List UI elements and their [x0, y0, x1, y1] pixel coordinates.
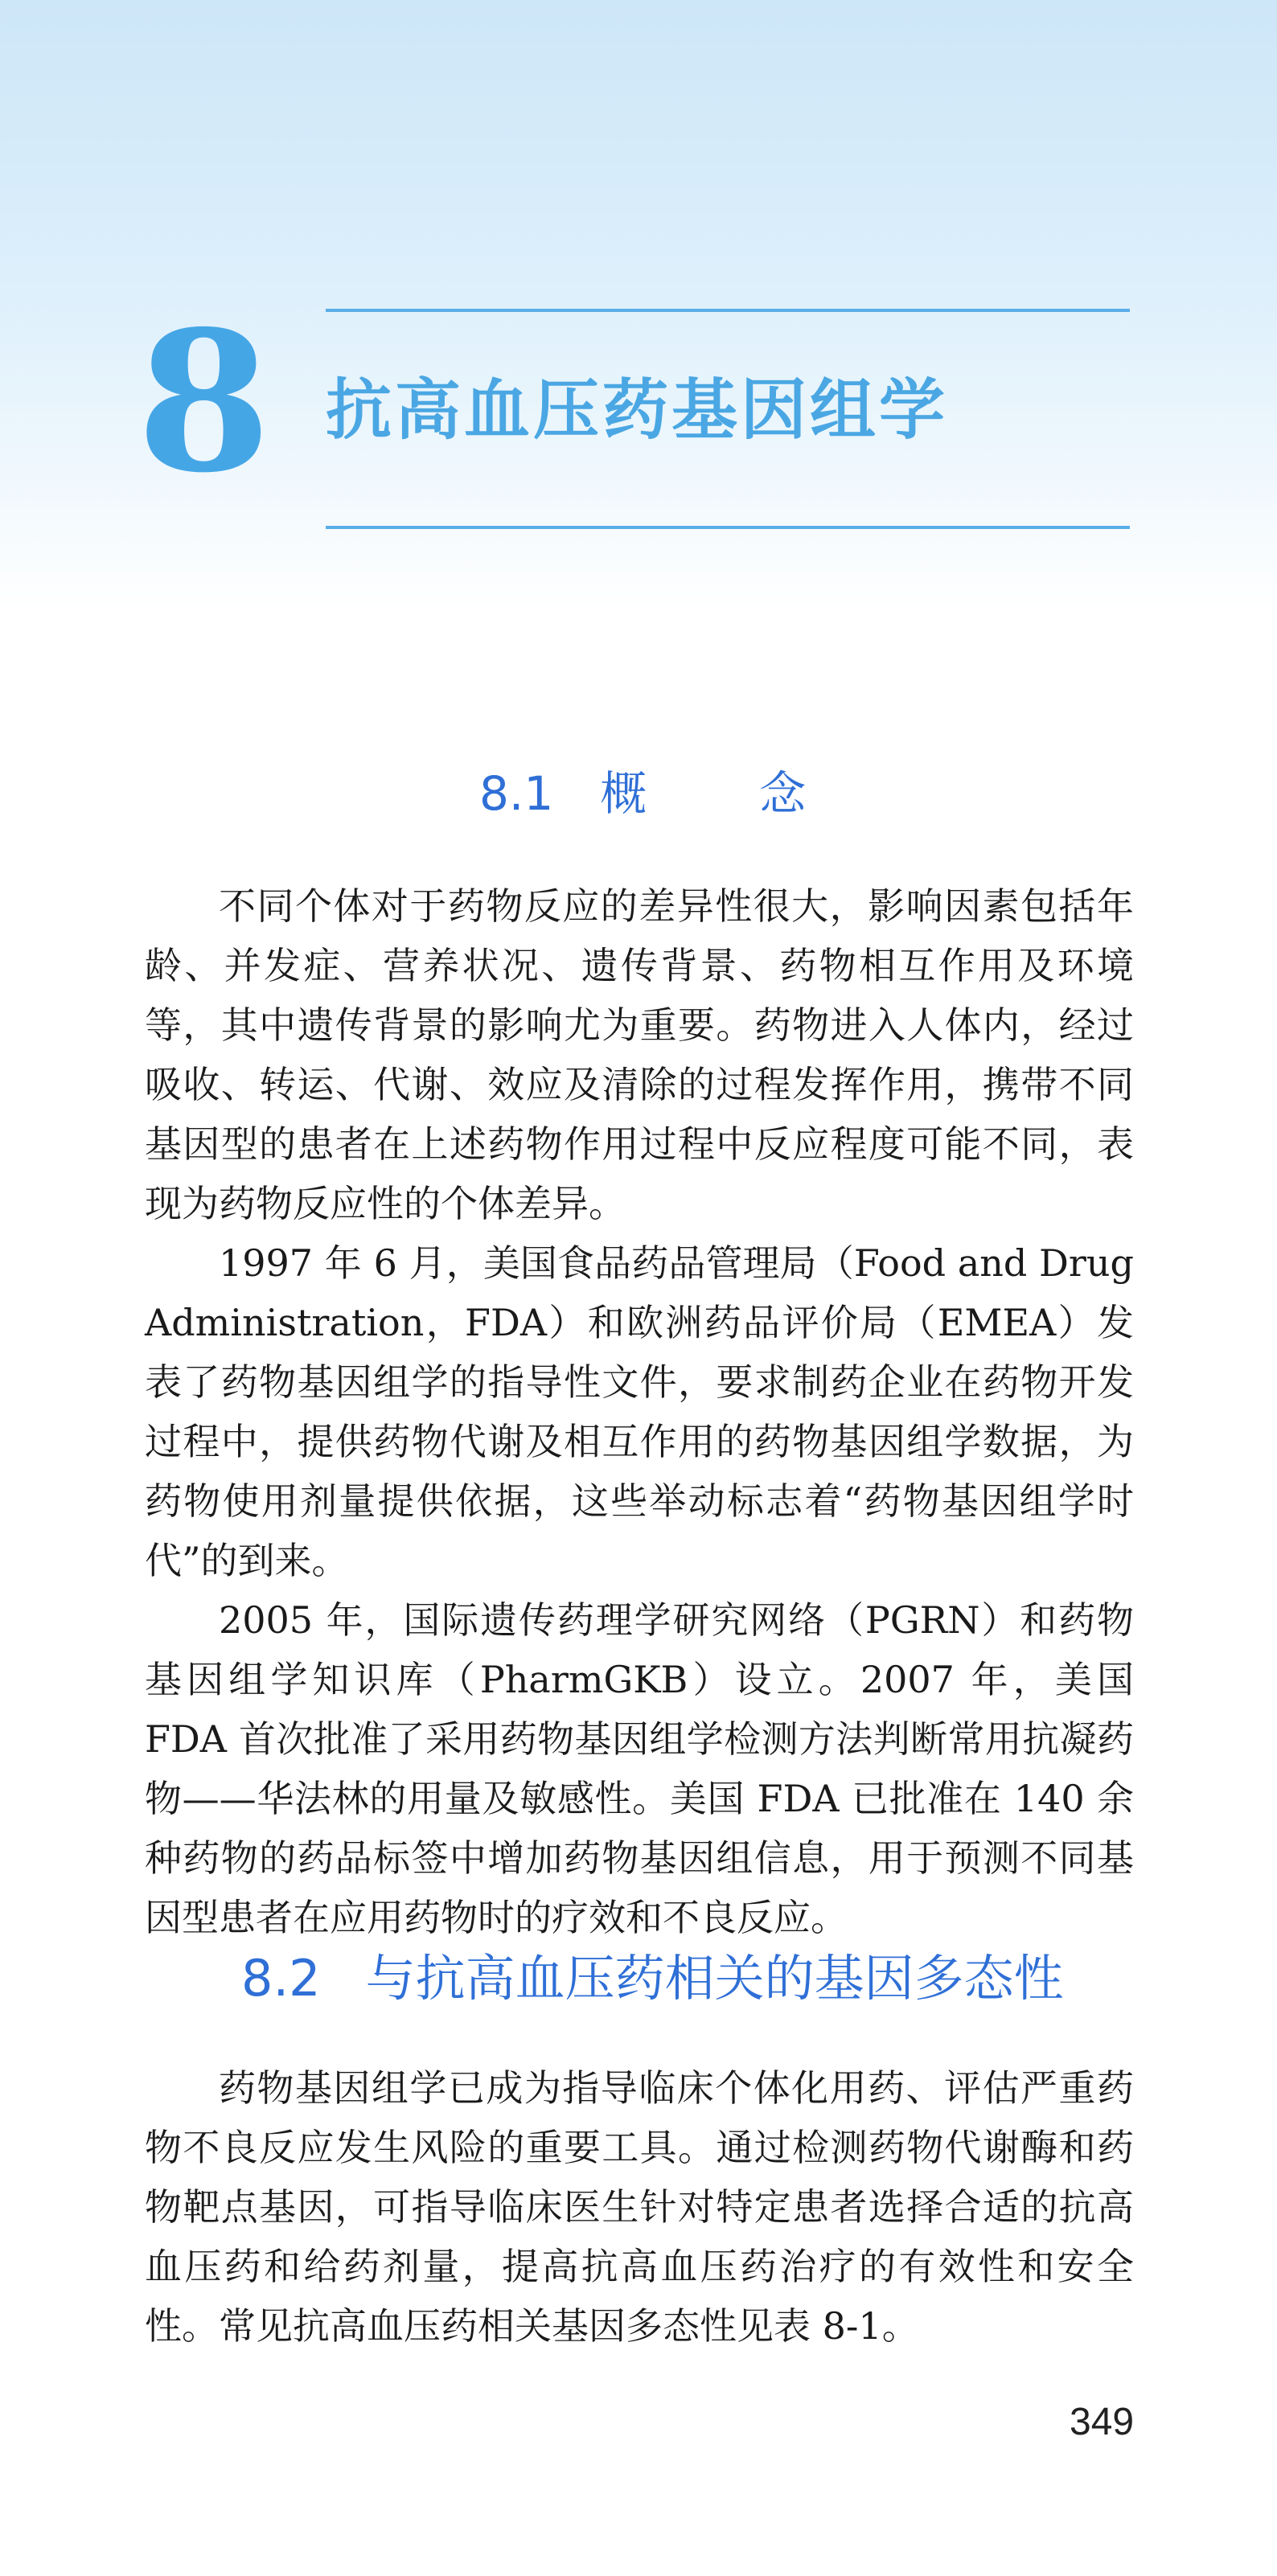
section-8-1-body — [145, 876, 1134, 1947]
section-number: 8.2 — [241, 1949, 321, 2008]
paragraph: 1997 年 6 月，美国食品药品管理局（Food and Drug Administration，FDA）和欧洲药品评价局（EMEA）发表了药物基因组学的指导性文件，要求制药企业在药物开发过程中，提供药物代谢及相互作用的药物基因组学数据，为药物使用剂量提供依据，这些举动标志着“药物基因组学时代”的到来。 — [145, 1241, 1134, 1582]
paragraph: 不同个体对于药物反应的差异性很大，影响因素包括年龄、并发症、营养状况、遗传背景、药物相互作用及环境等，其中遗传背景的影响尤为重要。药物进入人体内，经过吸收、转运、代谢、效应及清除的过程发挥作用，携带不同基因型的患者在上述药物作用过程中反应程度可能不同，表现为药物反应性的个体差异。 — [145, 884, 1134, 1225]
section-heading-8-2 — [241, 1949, 1064, 2008]
paragraph: 药物基因组学已成为指导临床个体化用药、评估严重药物不良反应发生风险的重要工具。通过检测药物代谢酶和药物靶点基因，可指导临床医生针对特定患者选择合适的抗高血压药和给药剂量，提高抗高血压药治疗的有效性和安全性。常见抗高血压药相关基因多态性见表 8-1。 — [145, 2066, 1134, 2348]
chapter-title-bottom-rule — [326, 526, 1130, 529]
section-title-part: 念 — [759, 766, 807, 821]
section-number: 8.1 — [479, 766, 554, 821]
chapter-title: 抗高血压药基因组学 — [326, 372, 949, 449]
chapter-number: 8 — [137, 289, 271, 515]
section-heading-8-1 — [479, 766, 807, 821]
paragraph: 2005 年，国际遗传药理学研究网络（PGRN）和药物基因组学知识库（PharmGKB）设立。2007 年，美国 FDA 首次批准了采用药物基因组学检测方法判断常用抗凝药物——华法林的用量及敏感性。美国 FDA 已批准在 140 余种药物的药品标签中增加药物基因组信息，用于预测不同基因型患者在应用药物时的疗效和不良反应。 — [145, 1598, 1134, 1939]
chapter-title-top-rule — [326, 309, 1130, 312]
section-title: 与抗高血压药相关的基因多态性 — [365, 1949, 1064, 2008]
section-8-2-body — [145, 2058, 1134, 2356]
page-number: 349 — [1070, 2401, 1135, 2443]
section-title-part: 概 — [600, 766, 647, 821]
